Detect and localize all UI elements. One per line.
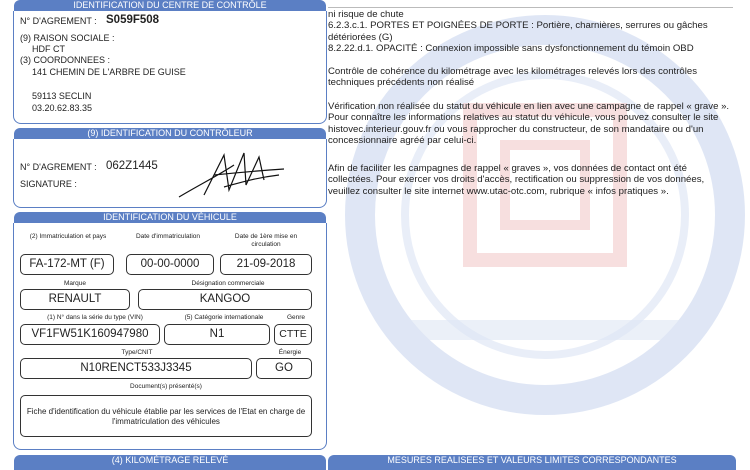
categorie-field: N1 <box>164 324 270 345</box>
note-km: Contrôle de cohérence du kilométrage avec les kilométrages relevés lors des contrôles techniques précédents non réalisé <box>328 66 698 89</box>
defect-line-1: 6.2.3.c.1. PORTES ET POIGNÉES DE PORTE : Portière, charnières, serrures ou gâches détériorées (G) <box>328 20 708 43</box>
centre-panel <box>13 11 327 124</box>
mesures-header: MESURES REALISEES ET VALEURS LIMITES CORRESPONDANTES <box>328 455 736 470</box>
vehicule-header: IDENTIFICATION DU VÉHICULE <box>14 212 326 223</box>
marque-field: RENAULT <box>20 289 130 310</box>
categorie-label: (5) Catégorie internationale <box>184 314 264 321</box>
energie-label: Énergie <box>278 349 302 356</box>
vin-field: VF1FW51K160947980 <box>20 324 160 345</box>
controleur-agrement-value: 062Z1445 <box>106 160 158 172</box>
centre-agrement-value: S059F508 <box>106 14 160 26</box>
centre-header: IDENTIFICATION DU CENTRE DE CONTRÔLE <box>14 0 326 11</box>
type-label: Type/CNIT <box>121 349 153 356</box>
marque-label: Marque <box>63 280 87 287</box>
designation-label: Désignation commerciale <box>191 280 265 287</box>
defect-line-0: ni risque de chute <box>328 9 404 20</box>
kilometrage-header: (4) KILOMÉTRAGE RELEVÉ <box>14 455 326 470</box>
date-first-field: 21-09-2018 <box>220 254 312 275</box>
signature-image <box>174 145 294 203</box>
raison-label: (9) RAISON SOCIALE : <box>20 33 115 43</box>
vin-label: (1) N° dans la série du type (VIN) <box>47 314 143 321</box>
signature-label: SIGNATURE : <box>20 179 77 189</box>
controleur-agrement-label: N° D'AGREMENT : <box>20 162 97 172</box>
address: 141 CHEMIN DE L'ARBRE DE GUISE <box>32 67 186 77</box>
defect-line-2: 8.2.22.d.1. OPACITÉ : Connexion impossible sans dysfonctionnement du témoin OBD <box>328 43 694 55</box>
phone: 03.20.62.83.35 <box>32 103 93 113</box>
defect-list <box>328 9 733 55</box>
immat-field: FA-172-MT (F) <box>20 254 114 275</box>
designation-field: KANGOO <box>138 289 312 310</box>
genre-label: Genre <box>286 314 306 321</box>
controleur-header: (9) IDENTIFICATION DU CONTRÔLEUR <box>14 128 326 139</box>
coord-label: (3) COORDONNEES : <box>20 55 111 65</box>
date-immat-field: 00-00-0000 <box>126 254 214 275</box>
note-contact: Afin de faciliter les campagnes de rappel « graves », vos données de contact ont été collectées. Pour exercer vos droits d'accès, rectification ou suppression de vos données, veuillez consulter le site internet www.utac-otc.com, rubrique « infos pratiques ». <box>328 163 705 197</box>
city: 59113 SECLIN <box>32 91 92 101</box>
immat-label: (2) Immatriculation et pays <box>29 233 107 240</box>
date-immat-label: Date d'immatriculation <box>135 233 201 240</box>
energie-field: GO <box>256 358 312 379</box>
raison-value: HDF CT <box>32 44 65 54</box>
documents-label: Document(s) présenté(s) <box>130 383 202 390</box>
genre-field: CTTE <box>274 324 312 345</box>
controleur-panel <box>13 139 327 208</box>
documents-field: Fiche d'identification du véhicule établie par les services de l'Etat en charge de l'immatriculation des véhicules <box>20 395 312 437</box>
type-field: N10RENCT533J3345 <box>20 358 252 379</box>
note-rappel: Vérification non réalisée du statut du véhicule en lien avec une campagne de rappel « grave ». Pour connaître les informations relatives au statut du véhicule, vous pouvez consulter le site histovec.interieur.gouv.fr ou vous rapprocher du constructeur, de son mandataire ou d'un concessionnaire agréé par celui-ci. <box>328 101 730 147</box>
centre-agrement-label: N° D'AGREMENT : <box>20 16 97 26</box>
vehicule-panel <box>13 223 327 450</box>
date-first-label: Date de 1ère mise en circulation <box>234 233 298 248</box>
